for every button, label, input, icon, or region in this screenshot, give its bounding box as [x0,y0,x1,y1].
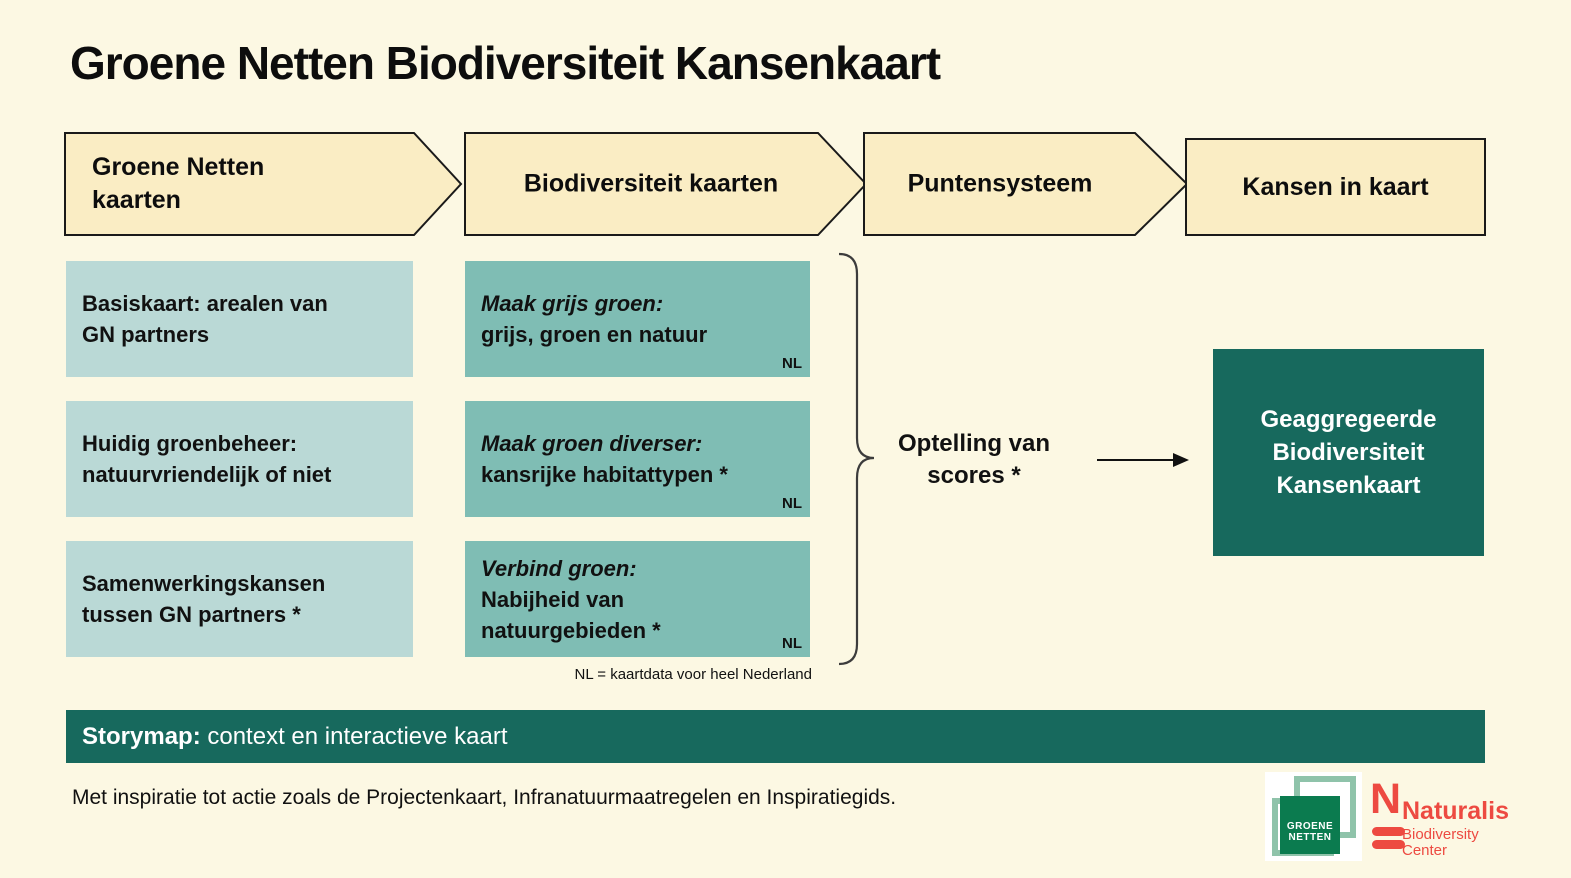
footer-note: Met inspiratie tot actie zoals de Projectenkaart, Infranatuurmaatregelen en Inspiratiegids. [72,786,897,809]
card-text: Samenwerkingskansen tussen GN partners * [82,571,326,627]
naturalis-subtitle: Center [1402,842,1448,859]
card-text: Huidig groenbeheer: natuurvriendelijk of niet [82,431,332,487]
nl-footnote: NL = kaartdata voor heel Nederland [574,666,812,683]
groene-netten-logo-icon [1265,772,1362,861]
card-text [465,553,769,646]
stage-label: Puntensysteem [907,169,1093,198]
stage-label: Groene Netten kaarten [92,153,265,214]
card-heading: Maak groen diverser: [481,431,703,456]
card-text [465,288,707,350]
card-heading: Maak grijs groen: [481,291,664,316]
groene-netten-logo [1265,772,1362,861]
stage-puntensysteem [863,132,1191,236]
nl-badge: NL [782,355,802,372]
logo-line: GROENE [1286,821,1334,832]
page-title: Groene Netten Biodiversiteit Kansenkaart [70,37,941,89]
flow-arrow-icon [1095,448,1191,477]
card-heading: Verbind groen: [481,555,637,581]
result-line: Kansenkaart [1276,472,1421,499]
card-body: Nabijheid van natuurgebieden * [481,586,661,643]
storymap-description: context en interactieve kaart [207,722,508,750]
stage-biodiversiteit-kaarten [464,132,870,236]
storymap-label: Storymap: [82,722,201,750]
nl-badge: NL [782,635,802,652]
naturalis-n-icon: N [1370,775,1402,823]
storymap-text [66,723,508,751]
naturalis-bar-icon [1372,827,1405,836]
result-line: Geaggregeerde [1260,406,1437,433]
card-text: Basiskaart: arealen van GN partners [82,291,328,347]
bio-card-maak-grijs-groen [465,261,810,377]
stage-kansen-in-kaart [1185,138,1486,236]
bio-card-maak-groen-diverser [465,401,810,517]
gn-card-samenwerkingskansen [66,541,413,657]
bio-card-verbind-groen [465,541,810,657]
naturalis-bar-icon [1372,840,1405,849]
logo-line: NETTEN [1288,832,1332,843]
result-line: Biodiversiteit [1272,439,1425,466]
aggregation-label [876,428,1072,492]
stage-label: Biodiversiteit kaarten [523,169,779,198]
card-body: kansrijke habitattypen * [481,462,728,487]
gn-card-groenbeheer [66,401,413,517]
aggregation-line: scores * [927,462,1021,489]
storymap-bar [66,710,1485,763]
nl-badge: NL [782,495,802,512]
naturalis-logo [1368,775,1509,859]
gn-card-basiskaart [66,261,413,377]
groene-netten-logo-text [1280,821,1340,843]
naturalis-subtitle: Biodiversity [1402,826,1479,843]
card-body: grijs, groen en natuur [481,322,708,347]
curly-brace-icon [833,252,879,671]
result-box-geaggregeerde-kansenkaart [1213,349,1484,556]
stage-label: Kansen in kaart [1242,172,1429,201]
stage-groene-netten-kaarten [64,132,464,236]
aggregation-line: Optelling van [897,430,1050,457]
naturalis-name: Naturalis [1402,797,1509,825]
card-text [465,428,728,490]
